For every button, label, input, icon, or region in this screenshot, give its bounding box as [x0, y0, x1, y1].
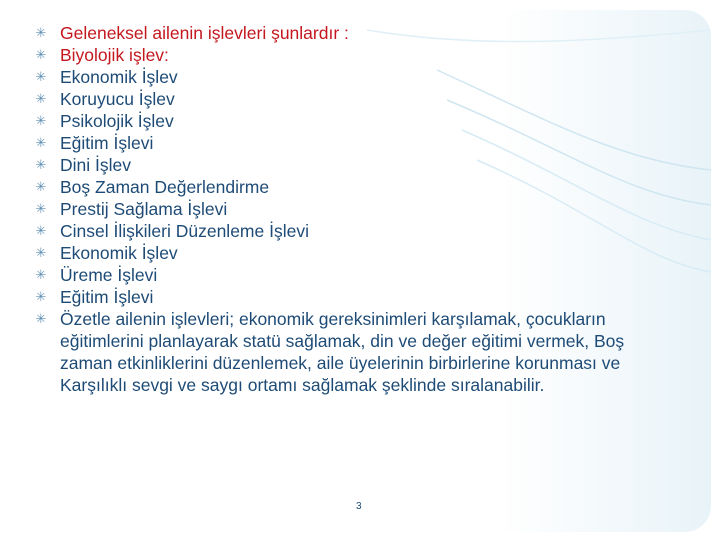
list-item-text: Özetle ailenin işlevleri; ekonomik gereksinimleri karşılamak, çocukların eğitimlerini planlayarak statü sağlamak, din ve değer eğitimi vermek, Boş zaman etkinliklerini düzenlemek, aile üyelerinin birbirlerine korunması ve Karşılıklı sevgi ve saygı ortamı sağlamak şeklinde sıralanabilir.	[60, 309, 625, 395]
list-item	[34, 264, 674, 286]
asterisk-icon: ✳	[35, 69, 47, 84]
asterisk-icon: ✳	[35, 179, 47, 194]
asterisk-icon: ✳	[35, 267, 47, 282]
list-item	[34, 132, 674, 154]
list-item	[34, 242, 674, 264]
list-item-text: Geleneksel ailenin işlevleri şunlardır :	[60, 23, 349, 43]
list-item-text: Koruyucu İşlev	[60, 89, 175, 109]
list-item-text: Eğitim İşlevi	[60, 133, 154, 153]
list-item-text: Dini İşlev	[60, 155, 131, 175]
asterisk-icon: ✳	[35, 25, 47, 40]
asterisk-icon: ✳	[35, 245, 47, 260]
list-item-text: Üreme İşlevi	[60, 265, 158, 285]
bullet-list	[34, 22, 674, 396]
list-item	[34, 154, 674, 176]
list-item-text: Boş Zaman Değerlendirme	[60, 177, 270, 197]
asterisk-icon: ✳	[35, 113, 47, 128]
asterisk-icon: ✳	[35, 157, 47, 172]
asterisk-icon: ✳	[35, 47, 47, 62]
list-item-text: Eğitim İşlevi	[60, 287, 154, 307]
asterisk-icon: ✳	[35, 135, 47, 150]
asterisk-icon: ✳	[35, 289, 47, 304]
list-item	[34, 220, 674, 242]
list-item	[34, 176, 674, 198]
list-item-text: Biyolojik işlev:	[60, 45, 169, 65]
list-item-text: Ekonomik İşlev	[60, 243, 178, 263]
list-item	[34, 198, 674, 220]
list-item	[34, 110, 674, 132]
list-item-text: Cinsel İlişkileri Düzenleme İşlevi	[60, 221, 309, 241]
asterisk-icon: ✳	[35, 223, 47, 238]
list-item	[34, 22, 674, 44]
list-item	[34, 308, 674, 396]
list-item-text: Prestij Sağlama İşlevi	[60, 199, 228, 219]
list-item	[34, 66, 674, 88]
list-item	[34, 44, 674, 66]
list-item	[34, 88, 674, 110]
list-item	[34, 286, 674, 308]
page-number: 3	[356, 501, 362, 512]
asterisk-icon: ✳	[35, 91, 47, 106]
asterisk-icon: ✳	[35, 201, 47, 216]
list-item-text: Psikolojik İşlev	[60, 111, 174, 131]
asterisk-icon: ✳	[35, 311, 47, 326]
list-item-text: Ekonomik İşlev	[60, 67, 178, 87]
